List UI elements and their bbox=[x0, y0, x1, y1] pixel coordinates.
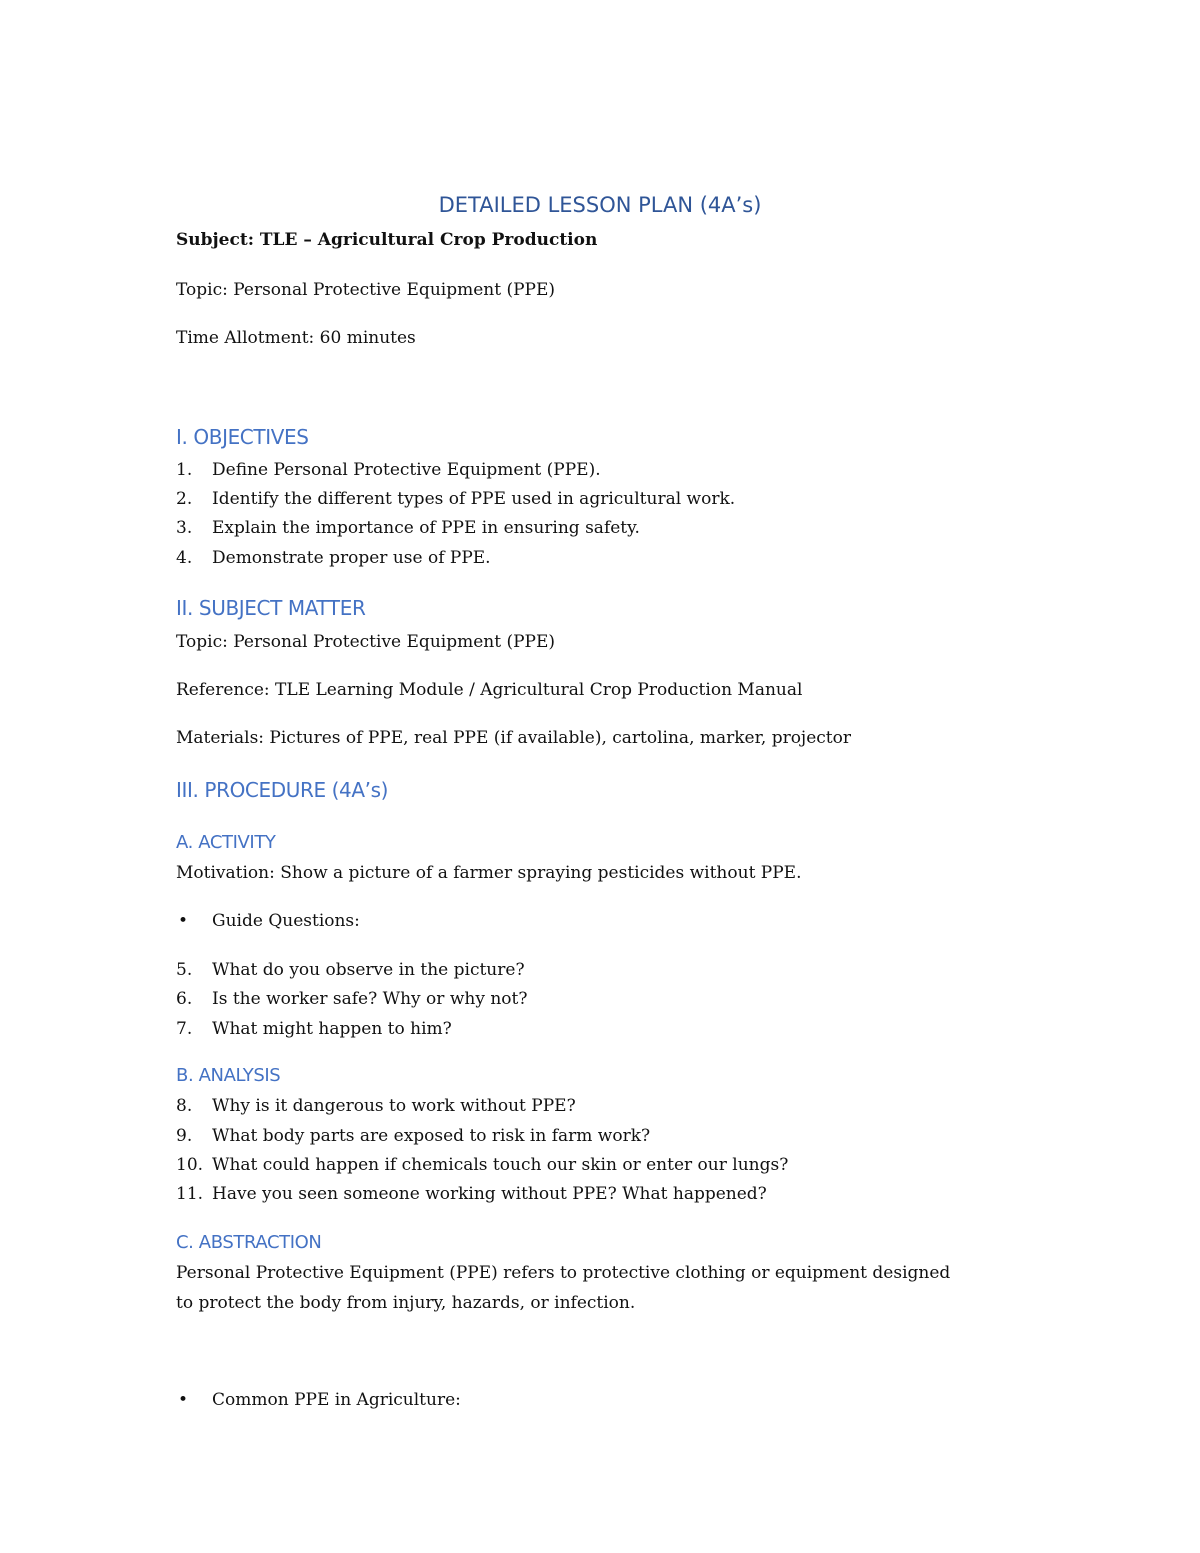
list-number: 11. bbox=[176, 1184, 204, 1204]
list-text: What body parts are exposed to risk in farm work? bbox=[212, 1126, 651, 1146]
list-item bbox=[176, 548, 491, 568]
list-item bbox=[176, 1019, 452, 1039]
list-text: Identify the different types of PPE used in agricultural work. bbox=[212, 489, 736, 509]
list-number: 2. bbox=[176, 489, 193, 509]
document-title: DETAILED LESSON PLAN (4A’s) bbox=[438, 193, 762, 217]
list-text: What do you observe in the picture? bbox=[212, 960, 525, 980]
list-text: Have you seen someone working without PPE? What happened? bbox=[212, 1184, 767, 1204]
subject-matter-topic: Topic: Personal Protective Equipment (PPE) bbox=[176, 632, 555, 652]
list-item bbox=[176, 989, 527, 1009]
list-item bbox=[176, 1126, 650, 1146]
analysis-heading: B. ANALYSIS bbox=[176, 1065, 281, 1086]
list-number: 7. bbox=[176, 1019, 193, 1039]
list-number: 1. bbox=[176, 460, 193, 480]
time-allotment-line: Time Allotment: 60 minutes bbox=[176, 328, 416, 348]
list-item bbox=[176, 489, 735, 509]
subject-matter-heading: II. SUBJECT MATTER bbox=[176, 596, 366, 620]
list-number: 8. bbox=[176, 1096, 193, 1116]
topic-line: Topic: Personal Protective Equipment (PPE) bbox=[176, 280, 555, 300]
activity-heading: A. ACTIVITY bbox=[176, 832, 276, 853]
bullet-text: Guide Questions: bbox=[212, 911, 360, 931]
bullet-item bbox=[176, 1390, 461, 1410]
list-number: 10. bbox=[176, 1155, 204, 1175]
list-text: Define Personal Protective Equipment (PPE). bbox=[212, 460, 601, 480]
list-number: 6. bbox=[176, 989, 193, 1009]
list-number: 9. bbox=[176, 1126, 193, 1146]
list-item bbox=[176, 460, 601, 480]
list-number: 5. bbox=[176, 960, 193, 980]
activity-motivation: Motivation: Show a picture of a farmer spraying pesticides without PPE. bbox=[176, 863, 802, 883]
bullet-icon: • bbox=[178, 1390, 189, 1410]
list-item bbox=[176, 518, 640, 538]
subject-matter-reference: Reference: TLE Learning Module / Agricultural Crop Production Manual bbox=[176, 680, 803, 700]
list-text: Why is it dangerous to work without PPE? bbox=[212, 1096, 576, 1116]
list-item bbox=[176, 1184, 767, 1204]
list-text: What could happen if chemicals touch our skin or enter our lungs? bbox=[212, 1155, 789, 1175]
bullet-icon: • bbox=[178, 911, 189, 931]
list-item bbox=[176, 960, 525, 980]
abstraction-heading: C. ABSTRACTION bbox=[176, 1232, 322, 1253]
list-item bbox=[176, 1096, 576, 1116]
list-text: Demonstrate proper use of PPE. bbox=[212, 548, 491, 568]
objectives-heading: I. OBJECTIVES bbox=[176, 425, 309, 449]
list-number: 3. bbox=[176, 518, 193, 538]
abstraction-text-line-1: Personal Protective Equipment (PPE) refers to protective clothing or equipment designed bbox=[176, 1263, 951, 1283]
abstraction-text-line-2: to protect the body from injury, hazards, or infection. bbox=[176, 1293, 636, 1313]
list-text: What might happen to him? bbox=[212, 1019, 452, 1039]
bullet-item bbox=[176, 911, 360, 931]
list-number: 4. bbox=[176, 548, 193, 568]
procedure-heading: III. PROCEDURE (4A’s) bbox=[176, 778, 389, 802]
subject-line: Subject: TLE – Agricultural Crop Production bbox=[176, 230, 598, 250]
list-text: Explain the importance of PPE in ensuring safety. bbox=[212, 518, 640, 538]
subject-matter-materials: Materials: Pictures of PPE, real PPE (if available), cartolina, marker, projector bbox=[176, 728, 851, 748]
list-item bbox=[176, 1155, 788, 1175]
bullet-text: Common PPE in Agriculture: bbox=[212, 1390, 461, 1410]
list-text: Is the worker safe? Why or why not? bbox=[212, 989, 528, 1009]
